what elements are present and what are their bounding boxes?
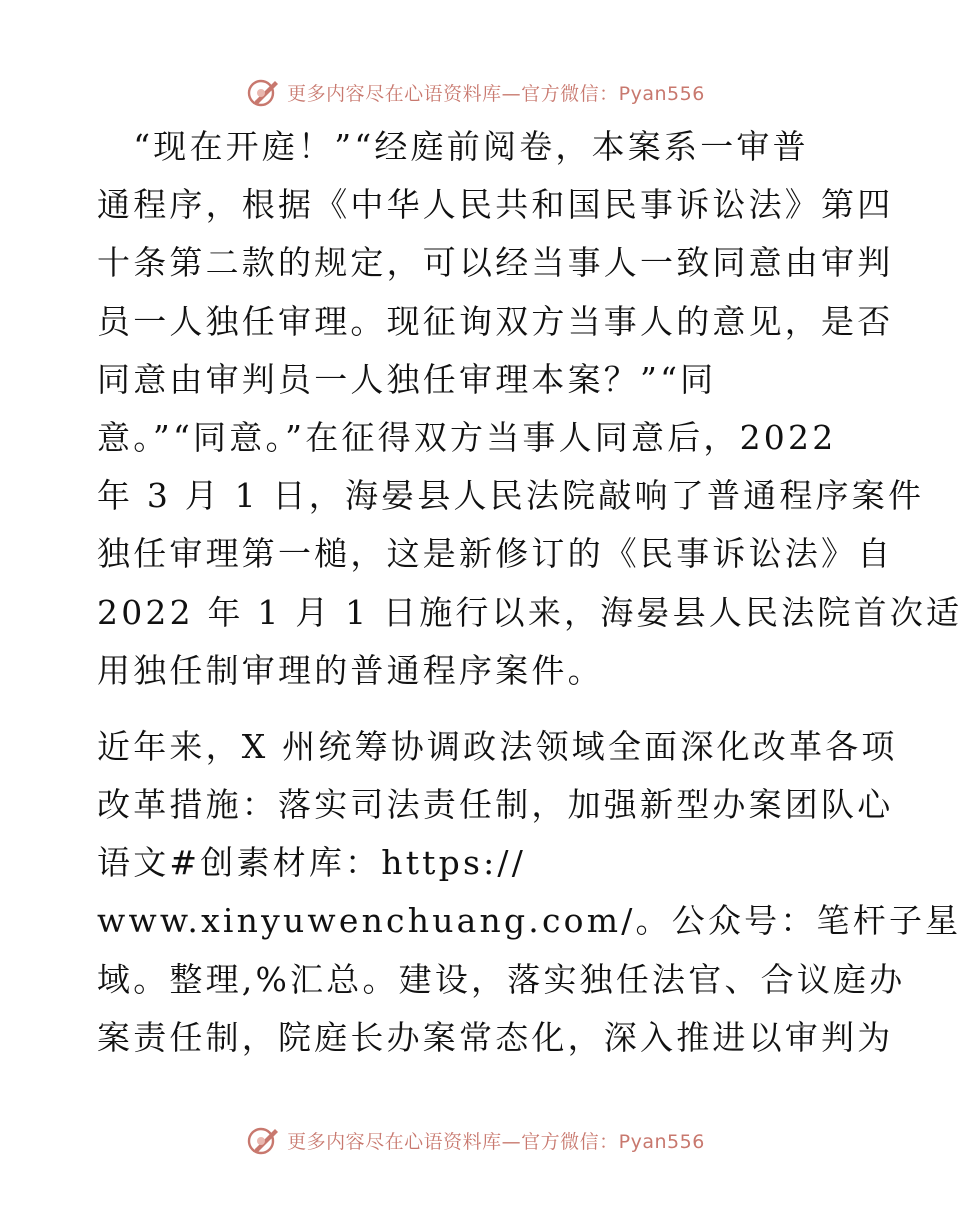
- text-line: 2022 年 1 月 1 日施行以来，海晏县人民法院首次适: [97, 592, 962, 632]
- text-line: 十条第二款的规定，可以经当事人一致同意由审判: [97, 243, 894, 283]
- text-line: “现在开庭！”“经庭前阅卷，本案系一审普: [97, 127, 809, 166]
- paragraph-2: [97, 718, 962, 1067]
- text-line: 意。”“同意。”在征得双方当事人同意后，2022: [97, 417, 837, 457]
- paragraph-1: [97, 118, 962, 700]
- document-body: [97, 118, 962, 1067]
- text-line: 年 3 月 1 日，海晏县人民法院敲响了普通程序案件: [97, 476, 925, 516]
- text-line: 域。整理,%汇总。建设，落实独任法官、合议庭办: [97, 959, 906, 999]
- text-line: 通程序，根据《中华人民共和国民事诉讼法》第四: [97, 185, 894, 225]
- paragraph-gap: [97, 700, 857, 718]
- watermark-text: 更多内容尽在心语资料库—官方微信：Pyan556: [287, 1130, 705, 1153]
- footer-watermark: [0, 1120, 950, 1160]
- text-line: 同意由审判员一人独任审理本案？”“同: [97, 359, 717, 399]
- text-line: 独任审理第一槌，这是新修订的《民事诉讼法》自: [97, 534, 894, 574]
- text-line: 语文#创素材库：https://: [97, 843, 527, 883]
- text-line: 员一人独任审理。现征询双方当事人的意见，是否: [97, 301, 894, 341]
- text-line: www.xinyuwenchuang.com/。公众号：笔杆子星: [97, 901, 962, 941]
- brush-logo-icon: [245, 1122, 281, 1158]
- text-line: 改革措施：落实司法责任制，加强新型办案团队心: [97, 785, 894, 825]
- text-line: 用独任制审理的普通程序案件。: [97, 650, 604, 690]
- header-watermark: [0, 72, 950, 112]
- brush-logo-icon: [245, 74, 281, 110]
- watermark-text: 更多内容尽在心语资料库—官方微信：Pyan556: [287, 82, 705, 105]
- text-line: 近年来，X 州统筹协调政法领域全面深化改革各项: [97, 726, 898, 766]
- text-line: 案责任制，院庭长办案常态化，深入推进以审判为: [97, 1017, 894, 1057]
